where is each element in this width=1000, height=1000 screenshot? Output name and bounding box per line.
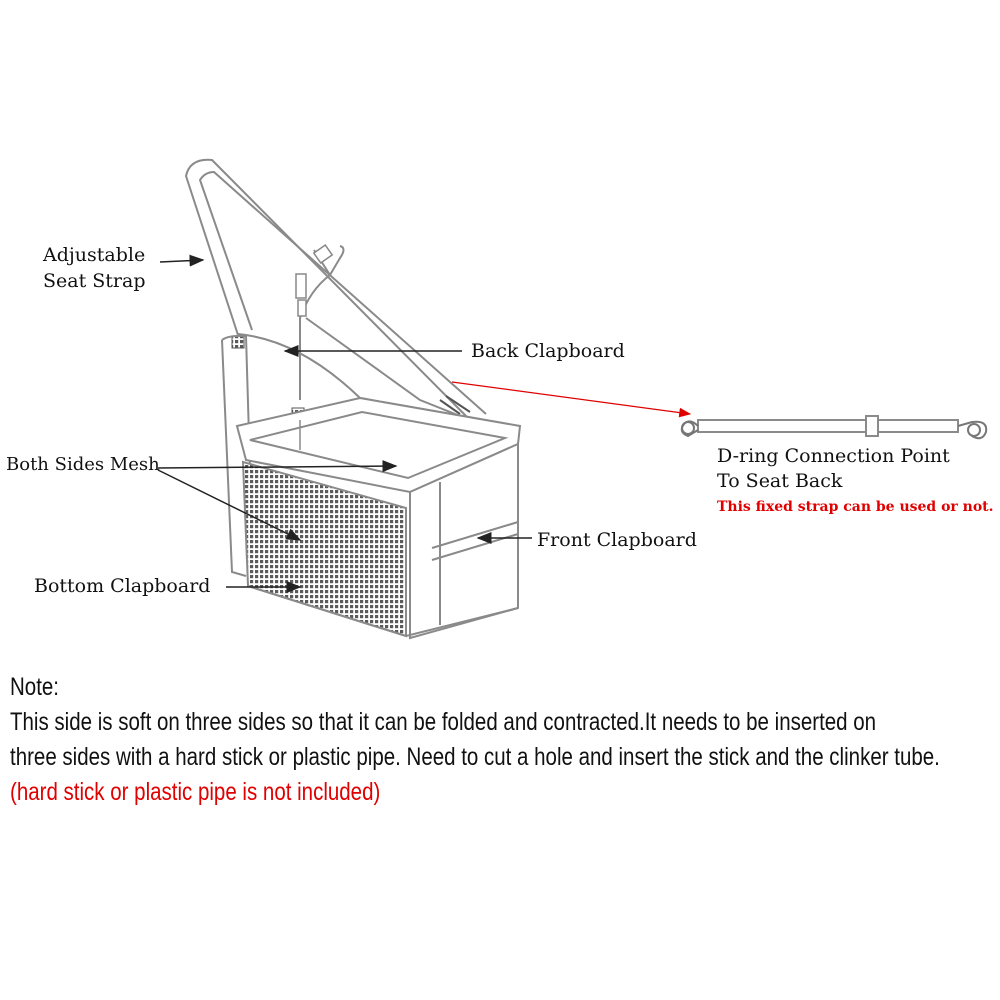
back-clapboard-label: Back Clapboard <box>471 340 625 362</box>
d-ring-label <box>717 444 950 494</box>
seat-strap-label <box>43 242 146 294</box>
both-sides-mesh-label: Both Sides Mesh <box>6 454 160 475</box>
note-block <box>10 670 940 810</box>
seat-strap-label-line1: Adjustable <box>43 244 146 266</box>
d-ring-label-line1: D-ring Connection Point <box>717 445 950 467</box>
note-line-3: (hard stick or plastic pipe is not included) <box>10 778 381 806</box>
note-line-2: three sides with a hard stick or plastic pipe. Need to cut a hole and insert the stick and the clinker tube. <box>10 743 940 771</box>
arrow-icon <box>452 382 690 414</box>
note-heading: Note: <box>10 673 60 701</box>
note-line-1: This side is soft on three sides so that it can be folded and contracted.It needs to be inserted on <box>10 708 877 736</box>
bottom-clapboard-label: Bottom Clapboard <box>34 575 211 597</box>
fixed-strap-note: This fixed strap can be used or not. <box>717 499 994 515</box>
arrow-icon <box>160 260 203 262</box>
front-clapboard-label: Front Clapboard <box>537 529 697 551</box>
adjustable-seat-strap <box>186 160 486 420</box>
d-ring-label-line2: To Seat Back <box>717 470 843 492</box>
seat-strap-label-line2: Seat Strap <box>43 270 146 292</box>
d-ring-strap <box>698 416 958 436</box>
